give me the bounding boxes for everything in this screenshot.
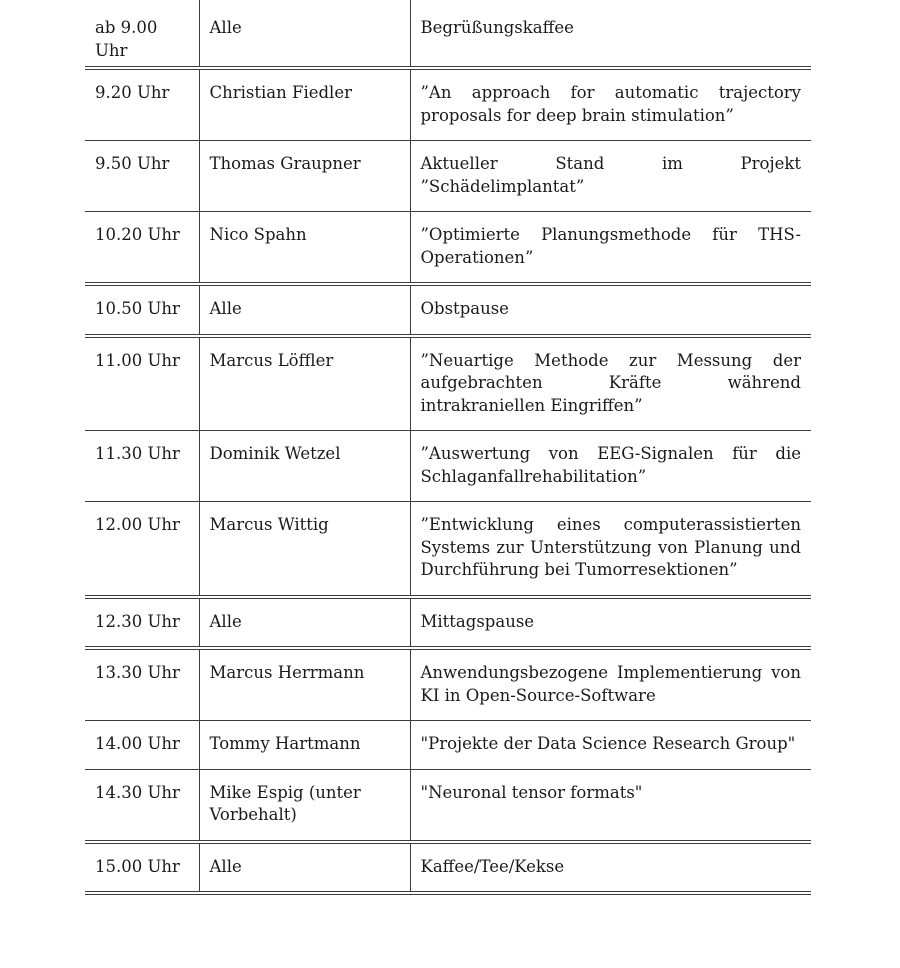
time-cell: 9.20 Uhr <box>85 68 199 141</box>
speaker-cell: Thomas Graupner <box>199 141 410 212</box>
table-row <box>85 284 811 336</box>
topic-cell: ”An approach for automatic trajectory proposals for deep brain stimulation” <box>410 68 811 141</box>
topic-cell: "Neuronal tensor formats" <box>410 769 811 842</box>
time-cell: 11.30 Uhr <box>85 431 199 502</box>
time-cell: 10.20 Uhr <box>85 212 199 285</box>
topic-cell: Kaffee/Tee/Kekse <box>410 842 811 894</box>
table-row <box>85 0 811 68</box>
time-cell: 11.00 Uhr <box>85 336 199 431</box>
table-row <box>85 648 811 721</box>
topic-cell: ”Auswertung von EEG-Signalen für die Schlaganfallrehabilitation” <box>410 431 811 502</box>
time-cell: 9.50 Uhr <box>85 141 199 212</box>
topic-cell: Begrüßungskaffee <box>410 0 811 68</box>
speaker-cell: Alle <box>199 597 410 649</box>
speaker-cell: Mike Espig (unter Vorbehalt) <box>199 769 410 842</box>
time-cell: ab 9.00 Uhr <box>85 0 199 68</box>
speaker-cell: Marcus Löffler <box>199 336 410 431</box>
topic-cell: Aktueller Stand im Projekt ”Schädelimplantat” <box>410 141 811 212</box>
table-row <box>85 842 811 894</box>
speaker-cell: Alle <box>199 0 410 68</box>
table-row <box>85 597 811 649</box>
topic-cell: ”Neuartige Methode zur Messung der aufgebrachten Kräfte während intrakraniellen Eingriffen” <box>410 336 811 431</box>
speaker-cell: Alle <box>199 842 410 894</box>
time-cell: 10.50 Uhr <box>85 284 199 336</box>
speaker-cell: Dominik Wetzel <box>199 431 410 502</box>
speaker-cell: Marcus Wittig <box>199 502 410 597</box>
schedule-table <box>85 0 811 895</box>
speaker-cell: Christian Fiedler <box>199 68 410 141</box>
table-row <box>85 141 811 212</box>
table-row <box>85 68 811 141</box>
topic-cell: Anwendungsbezogene Implementierung von KI in Open-Source-Software <box>410 648 811 721</box>
topic-cell: ”Entwicklung eines computerassistierten Systems zur Unterstützung von Planung und Durchführung bei Tumorresektionen” <box>410 502 811 597</box>
table-row <box>85 431 811 502</box>
topic-cell: ”Optimierte Planungsmethode für THS-Operationen” <box>410 212 811 285</box>
table-row <box>85 502 811 597</box>
speaker-cell: Tommy Hartmann <box>199 721 410 770</box>
speaker-cell: Alle <box>199 284 410 336</box>
table-row <box>85 769 811 842</box>
table-row <box>85 336 811 431</box>
topic-cell: Obstpause <box>410 284 811 336</box>
time-cell: 13.30 Uhr <box>85 648 199 721</box>
speaker-cell: Nico Spahn <box>199 212 410 285</box>
topic-cell: "Projekte der Data Science Research Group" <box>410 721 811 770</box>
time-cell: 15.00 Uhr <box>85 842 199 894</box>
time-cell: 14.00 Uhr <box>85 721 199 770</box>
table-row <box>85 212 811 285</box>
schedule-page <box>85 0 811 895</box>
speaker-cell: Marcus Herrmann <box>199 648 410 721</box>
table-row <box>85 721 811 770</box>
time-cell: 14.30 Uhr <box>85 769 199 842</box>
time-cell: 12.00 Uhr <box>85 502 199 597</box>
time-cell: 12.30 Uhr <box>85 597 199 649</box>
topic-cell: Mittagspause <box>410 597 811 649</box>
